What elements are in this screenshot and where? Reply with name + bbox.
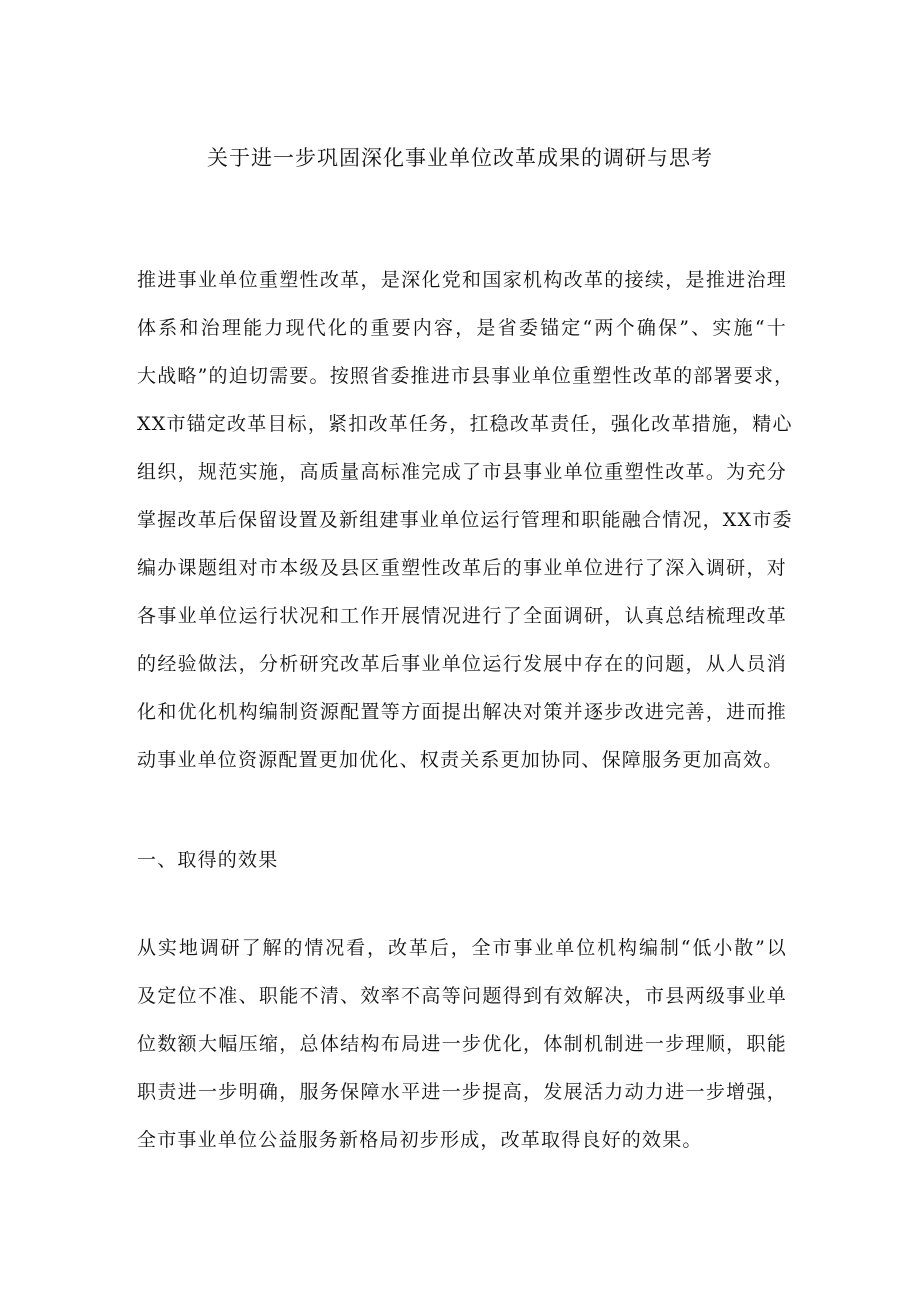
results-paragraph [137,924,787,1164]
text-line: 及定位不准、职能不清、效率不高等问题得到有效解决，市县两级事业单 [137,985,787,1007]
text-line: 化和优化机构编制资源配置等方面提出解决对策并逐步改进完善，进而推 [137,701,787,723]
text-line: 动事业单位资源配置更加优化、权责关系更加协同、保障服务更加高效。 [137,749,784,771]
intro-paragraph [137,256,795,784]
text-line: 编办课题组对市本级及县区重塑性改革后的事业单位进行了深入调研，对 [137,557,787,579]
text-line: 职责进一步明确，服务保障水平进一步提高，发展活力动力进一步增强， [137,1081,787,1103]
text-line: 各事业单位运行状况和工作开展情况进行了全面调研，认真总结梳理改革 [137,605,787,627]
text-line: XX市锚定改革目标，紧扣改革任务，扛稳改革责任，强化改革措施，精心 [137,413,793,435]
text-line: 的经验做法，分析研究改革后事业单位运行发展中存在的问题，从人员消 [137,653,787,675]
text-line: 大战略”的迫切需要。按照省委推进市县事业单位重塑性改革的部署要求， [137,365,795,387]
section-heading-text: 一、取得的效果 [137,849,279,871]
text-line: 体系和治理能力现代化的重要内容，是省委锚定“两个确保”、实施“十 [137,317,787,339]
text-line: 全市事业单位公益服务新格局初步形成，改革取得良好的效果。 [137,1129,703,1151]
text-line: 掌握改革后保留设置及新组建事业单位运行管理和职能融合情况，XX市委 [137,509,793,531]
document-title: 关于进一步巩固深化事业单位改革成果的调研与思考 [207,146,713,170]
text-line: 组织，规范实施，高质量高标准完成了市县事业单位重塑性改革。为充分 [137,461,787,483]
text-line: 位数额大幅压缩，总体结构布局进一步优化，体制机制进一步理顺，职能 [137,1033,787,1055]
text-line: 从实地调研了解的情况看，改革后，全市事业单位机构编制“低小散”以 [137,937,787,959]
section-heading [137,836,787,884]
text-line: 推进事业单位重塑性改革，是深化党和国家机构改革的接续，是推进治理 [137,269,787,291]
